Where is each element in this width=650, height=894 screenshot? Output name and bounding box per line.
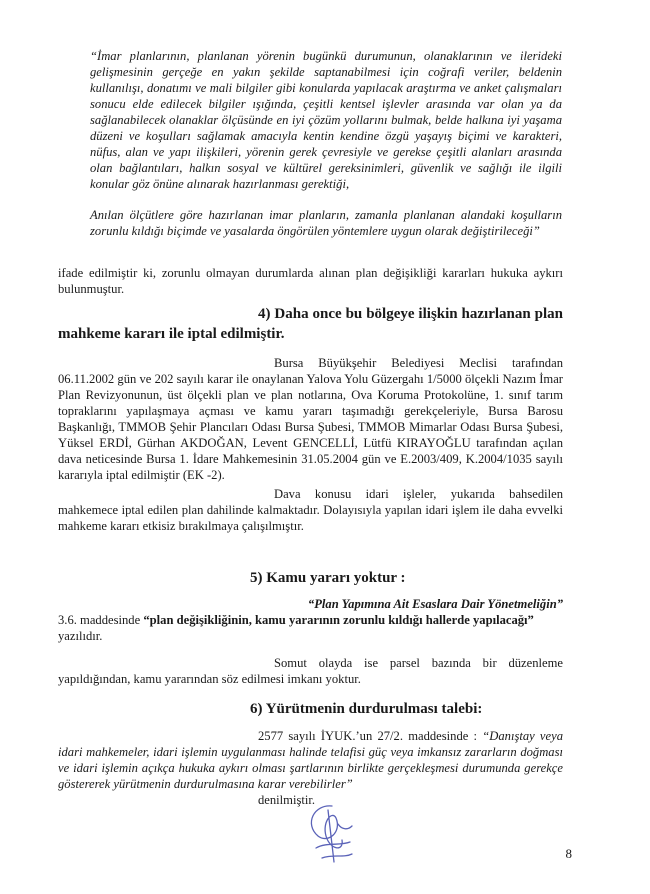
heading-section-5: 5) Kamu yararı yoktur : — [250, 570, 406, 586]
quote-paragraph-2: Anılan ölçütlere göre hazırlanan imar planların, zamanla planlanan alandaki koşulların zorunlu kıldığı biçimde ve yasalarda öngörülen yöntemlere uygun olarak değiştirileceği” — [90, 208, 562, 238]
heading-section-4: 4) Daha once bu bölgeye ilişkin hazırlanan plan mahkeme kararı ile iptal edilmiştir. — [58, 306, 563, 342]
paragraph-regulation — [58, 596, 563, 644]
paragraph-administrative-action: Dava konusu idari işleler, yukarıda bahsedilen mahkemece iptal edilen plan dahilinde kalmaktadır. Dolayısıyla yapılan idari işlem ile daha evvelki mahkeme kararı etkisiz bırakılmaya çalışılmıştır. — [58, 487, 563, 533]
quote-paragraph-1: “İmar planlarının, planlanan yörenin bugünkü durumunun, olanaklarının ve ilerideki gelişmesinin gerçeğe en yakın şekilde saptanabilmesi için coğrafi veriler, beldenin kullanılışı, donatımı ve mali bilgiler gibi konularda yapılacak araştırma ve anket çalışmaları sonucu elde edilecek bilgiler ışığında, çeşitli kentsel işlevler arasında var olan ya da sağlanabilecek olanaklar ölçüsünde en iyi çözüm yollarını bulmak, belde halkına iyi yaşama düzeni ve koşulları sağlamak amacıyla kentin kendine özgü yaşayış biçimi ve karakteri, nüfus, alan ve yapı ilişkileri, yörenin gerek çevresiyle ve gerekse çeşitli alanları arasında olan bağlantıları, halkın sosyal ve kültürel gereksinimleri, güvenlik ve sağlığı ile ilgili konular göz önüne alınarak hazırlanması gerektiği, — [90, 49, 562, 191]
heading-section-6: 6) Yürütmenin durdurulması talebi: — [250, 701, 483, 717]
regulation-title: “Plan Yapımına Ait Esaslara Dair Yönetmeliğin” — [307, 597, 563, 611]
regulation-quote: “plan değişikliğinin, kamu yararının zorunlu kıldığı hallerde yapılacağı” — [143, 613, 534, 627]
signature — [292, 796, 372, 876]
law-quote: “Danıştay veya idari mahkemeler, idari işlemin uygulanması halinde telafisi güç veya imkansız zararların doğması ve idari işlemin açıkça hukuka aykırı olması şartlarının birlikte gerçekleşmesi durumunda gerekçe göstererek yürütmenin durdurulmasına karar verebilirler” — [58, 729, 563, 791]
law-quote-suffix: denilmiştir. — [258, 793, 316, 807]
paragraph-plan-change: ifade edilmiştir ki, zorunlu olmayan durumlarda alınan plan değişikliği kararları hukuka aykırı bulunmuştur. — [58, 266, 563, 296]
article-ref: 3.6. maddesinde — [58, 613, 141, 627]
regulation-suffix: yazılıdır. — [58, 629, 103, 643]
paragraph-court-decision: Bursa Büyükşehir Belediyesi Meclisi tarafından 06.11.2002 gün ve 202 sayılı karar ile onaylanan Yalova Yolu Güzergahı 1/5000 ölçekli Nazım İmar Plan Revizyonunun, üst ölçekli plan ve plan notlarına, Ova Koruma Protokolüne, 1. sınıf tarım topraklarını yapılaşmaya açması ve kamu yararı taşımadığı gerekçeleriyle, Bursa Barosu Başkanlığı, TMMOB Şehir Plancıları Odası Bursa Şubesi, TMMOB Mimarlar Odası Bursa Şubesi, Yüksel ERDİ, Gürhan AKDOĞAN, Levent GENCELLİ, Lütfü KIRAYOĞLU tarafından açılan dava neticesinde Bursa 1. İdare Mahkemesinin 31.05.2004 gün ve E.2003/409, K.2004/1035 sayılı kararıyla iptal edilmiştir (EK -2). — [58, 356, 563, 482]
paragraph-public-interest: Somut olayda ise parsel bazında bir düzenleme yapıldığından, kamu yararından söz edilmesi imkanı yoktur. — [58, 656, 563, 686]
page-number: 8 — [565, 846, 572, 861]
law-article-ref: 2577 sayılı İYUK.’un 27/2. maddesinde : — [258, 729, 478, 743]
